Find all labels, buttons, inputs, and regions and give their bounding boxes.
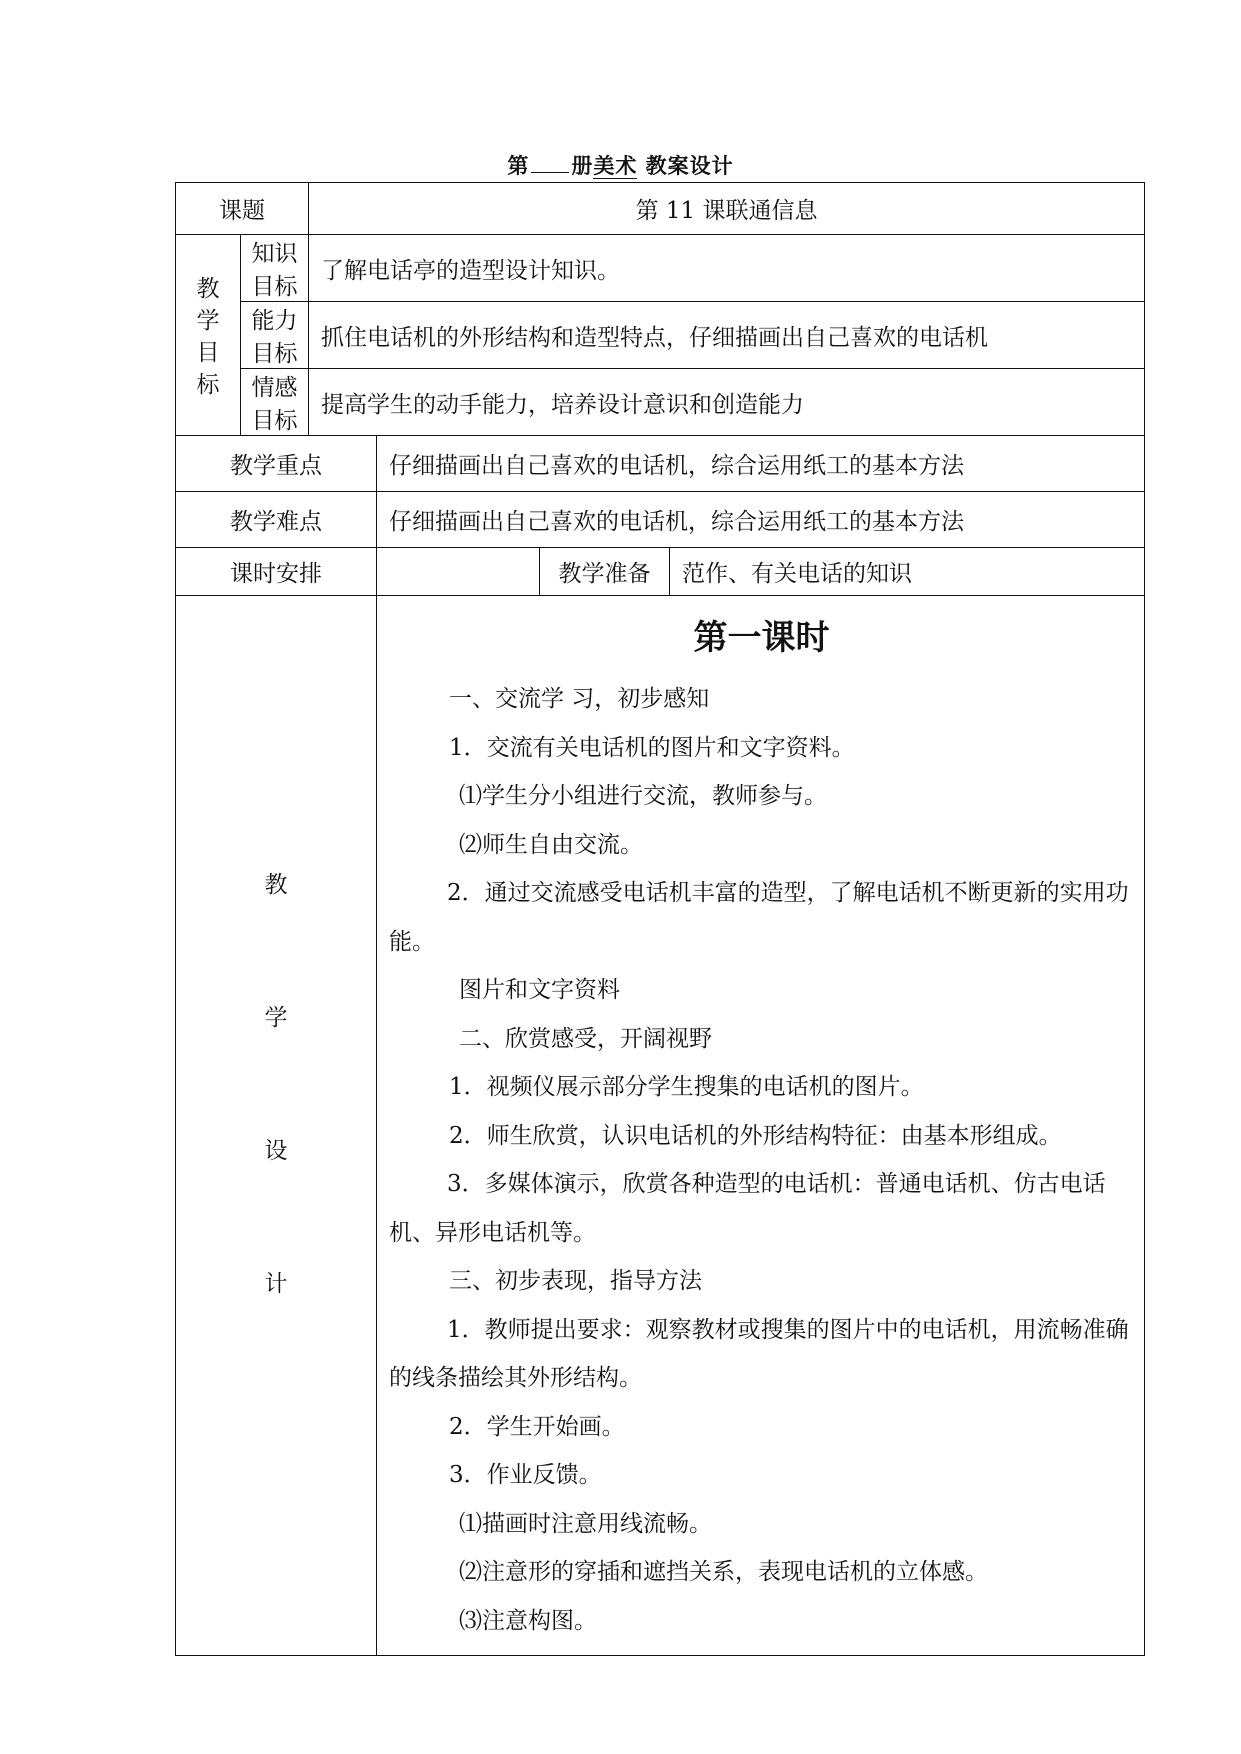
design-line: 2．通过交流感受电话机丰富的造型，了解电话机不断更新的实用功能。 <box>389 880 1129 955</box>
title-blank <box>531 154 569 173</box>
difficulty-row <box>176 492 1145 548</box>
design-line: 3．多媒体演示，欣赏各种造型的电话机：普通电话机、仿古电话机、异形电话机等。 <box>389 1171 1106 1246</box>
goal-label-ability: 能力目标 <box>241 302 309 369</box>
section-heading: 二、欣赏感受，开阔视野 <box>459 1025 712 1052</box>
design-line: 1．交流有关电话机的图片和文字资料。 <box>449 734 855 761</box>
design-line: 2．学生开始画。 <box>449 1413 625 1440</box>
design-line: 3．作业反馈。 <box>449 1462 602 1488</box>
goals-label-char: 教 <box>196 276 220 302</box>
title-part-plan: 教案设计 <box>645 154 734 178</box>
design-label-char: 设 <box>264 1138 288 1164</box>
key-point-value: 仔细描画出自己喜欢的电话机，综合运用纸工的基本方法 <box>377 436 1145 492</box>
goal-label-knowledge: 知识目标 <box>241 235 309 302</box>
design-label-char: 计 <box>264 1271 288 1297</box>
design-row <box>176 596 1145 1656</box>
title-part-book: 册 <box>571 154 594 178</box>
goals-label-char: 标 <box>196 372 220 398</box>
prep-value: 范作、有关电话的知识 <box>670 548 1145 596</box>
design-line: ⑴描画时注意用线流畅。 <box>459 1510 712 1537</box>
design-line: ⑵注意形的穿插和遮挡关系，表现电话机的立体感。 <box>459 1559 988 1585</box>
design-line: ⑴学生分小组进行交流，教师参与。 <box>459 783 827 809</box>
goal-value-emotion: 提高学生的动手能力，培养设计意识和创造能力 <box>309 369 1145 436</box>
document-title <box>0 150 1241 180</box>
schedule-value <box>377 548 540 596</box>
goals-side-label <box>176 235 241 436</box>
design-line: ⑶注意构图。 <box>459 1607 597 1634</box>
key-point-row <box>176 436 1145 492</box>
goal-row-ability <box>176 302 1145 369</box>
design-line: 1．教师提出要求：观察教材或搜集的图片中的电话机，用流畅准确的线条描绘其外形结构。 <box>389 1316 1129 1391</box>
lesson-heading: 第一课时 <box>693 618 830 658</box>
goals-label-char: 目 <box>196 340 220 366</box>
design-label-char: 教 <box>264 872 288 898</box>
design-side-label <box>176 596 377 1656</box>
design-content <box>377 596 1145 1656</box>
title-part-volume: 第 <box>507 154 530 178</box>
goal-row-knowledge <box>176 235 1145 302</box>
key-point-label: 教学重点 <box>176 436 377 492</box>
topic-row <box>176 183 1145 235</box>
design-line: 图片和文字资料 <box>459 977 620 1003</box>
title-part-subject: 美术 <box>593 154 638 178</box>
schedule-row <box>176 548 1145 596</box>
design-line: ⑵师生自由交流。 <box>459 831 643 858</box>
topic-value: 第 11 课联通信息 <box>309 183 1145 235</box>
goal-label-emotion: 情感目标 <box>241 369 309 436</box>
design-label-char: 学 <box>264 1005 288 1031</box>
goals-label-char: 学 <box>196 308 220 334</box>
design-line: 1．视频仪展示部分学生搜集的电话机的图片。 <box>449 1074 924 1100</box>
lesson-plan-table <box>175 182 1145 1656</box>
goal-row-emotion <box>176 369 1145 436</box>
goal-value-ability: 抓住电话机的外形结构和造型特点，仔细描画出自己喜欢的电话机 <box>309 302 1145 369</box>
design-line: 2．师生欣赏，认识电话机的外形结构特征：由基本形组成。 <box>449 1122 1062 1149</box>
topic-label: 课题 <box>176 183 309 235</box>
difficulty-value: 仔细描画出自己喜欢的电话机，综合运用纸工的基本方法 <box>377 492 1145 548</box>
section-heading: 一、交流学 习，初步感知 <box>449 686 710 712</box>
prep-label: 教学准备 <box>540 548 670 596</box>
schedule-label: 课时安排 <box>176 548 377 596</box>
difficulty-label: 教学难点 <box>176 492 377 548</box>
goal-value-knowledge: 了解电话亭的造型设计知识。 <box>309 235 1145 302</box>
section-heading: 三、初步表现，指导方法 <box>449 1268 702 1294</box>
